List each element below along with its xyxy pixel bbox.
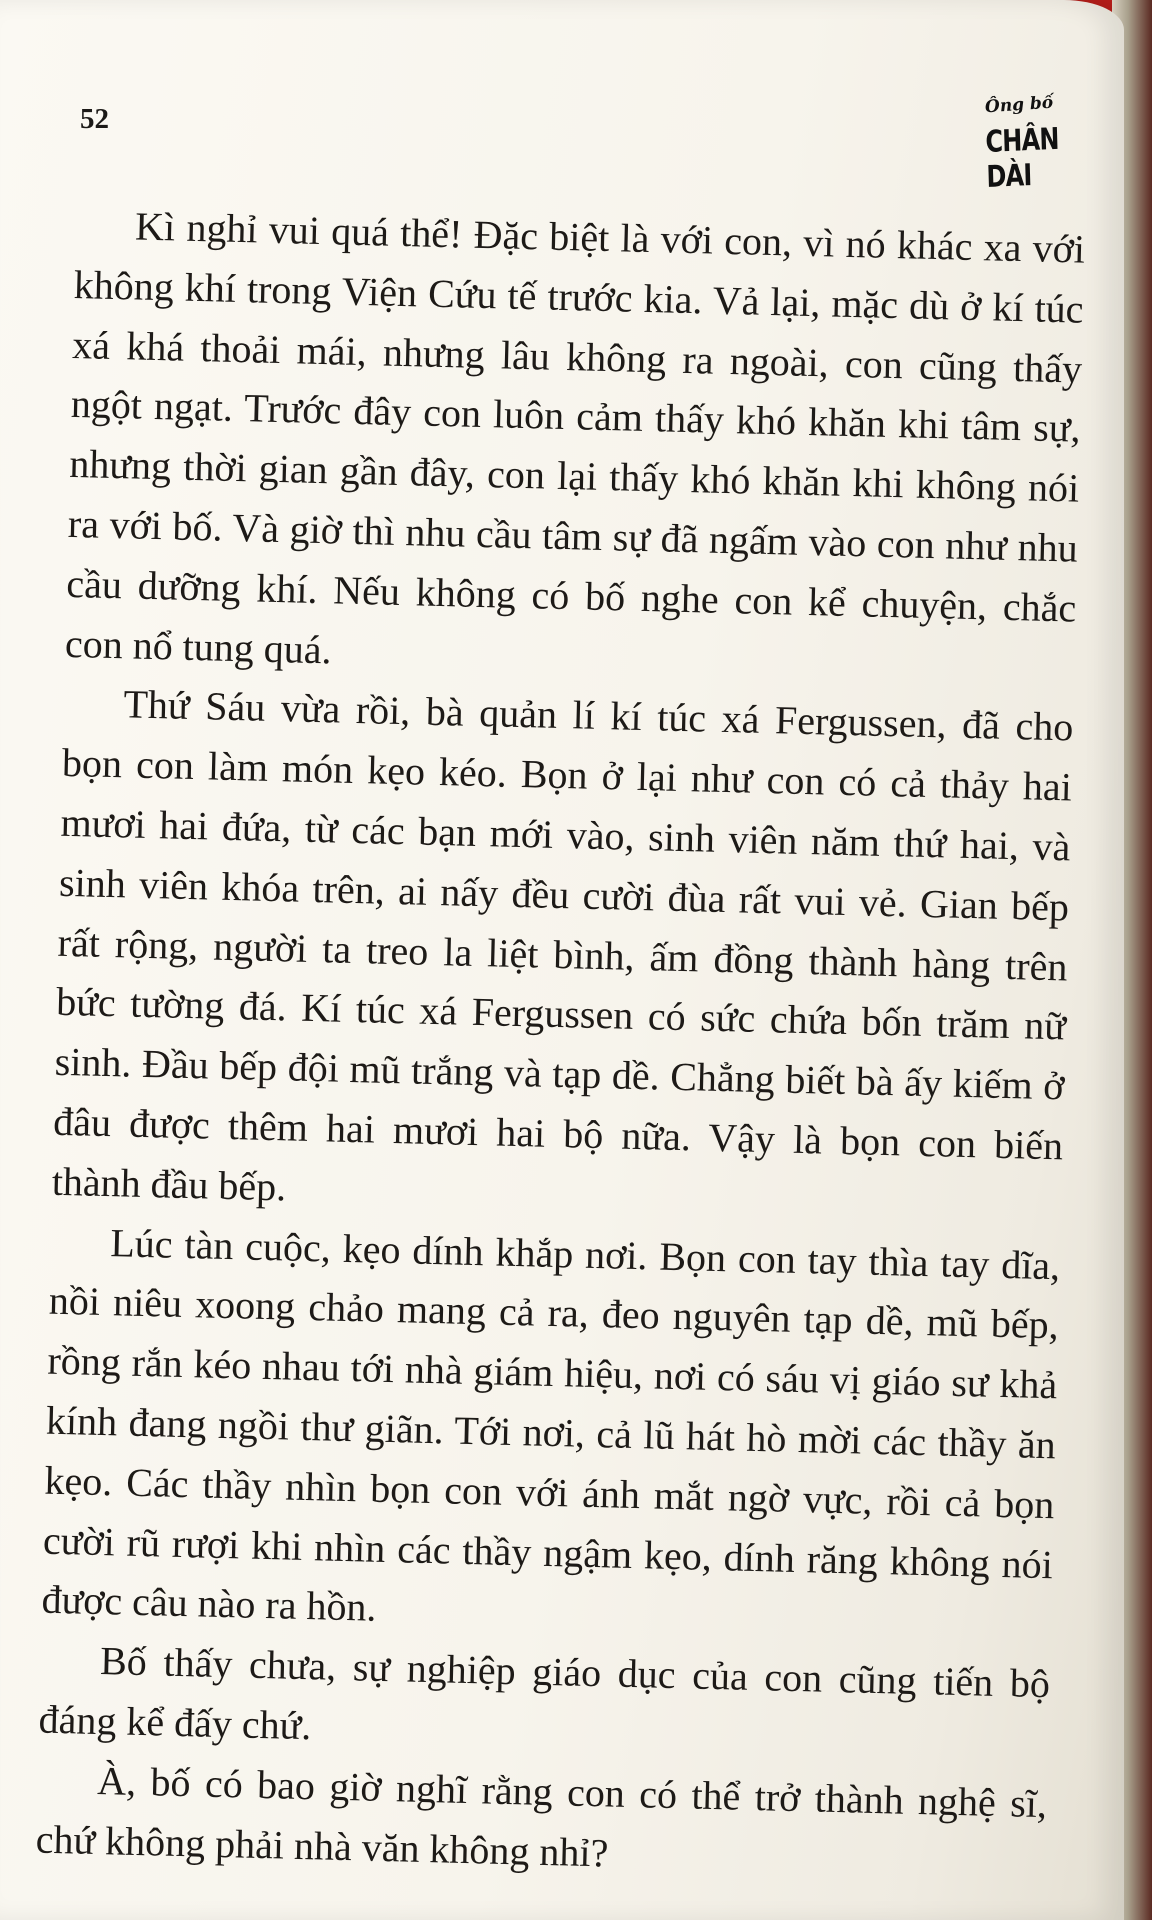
paragraph: Bố thấy chưa, sự nghiệp giáo dục của con cũng tiến bộ đáng kể đấy chứ.: [38, 1638, 1051, 1749]
page-number: 52: [80, 103, 109, 135]
paragraph: Thứ Sáu vừa rồi, bà quản lí kí túc xá Fergussen, đã cho bọn con làm món kẹo kéo. Bọn ở lại như con có cả thảy hai mươi hai đứa, từ các bạn mới vào, sinh viên năm thứ hai, và sinh viên khóa trên, ai nấy đều cười đùa rất vui vẻ. Gian bếp rất rộng, người ta treo la liệt bình, ấm đồng thành hàng trên bức tường đá. Kí túc xá Fergussen có sức chứa bốn trăm nữ sinh. Đầu bếp đội mũ trắng và tạp dề. Chẳng biết bà ấy kiếm ở đâu được thêm hai mươi hai bộ nữa. Vậy là bọn con biến thành đầu bếp.: [51, 681, 1074, 1210]
body-text: [35, 195, 1086, 1893]
paragraph: À, bố có bao giờ nghĩ rằng con có thể trở thành nghệ sĩ, chứ không phải nhà văn không nhỉ?: [35, 1757, 1048, 1876]
book-title-logo: [984, 92, 1095, 195]
paragraph: Lúc tàn cuộc, kẹo dính khắp nơi. Bọn con tay thìa tay dĩa, nồi niêu xoong chảo mang cả ra, đeo nguyên tạp dề, mũ bếp, rồng rắn kéo nhau tới nhà giám hiệu, nơi có sáu vị giáo sư khả kính đang ngồi thư giãn. Tới nơi, cả lũ hát hò mời các thầy ăn kẹo. Các thầy nhìn bọn con với ánh mắt ngờ vực, rồi cả bọn cười rũ rượi khi nhìn các thầy ngậm kẹo, dính răng không nói được câu nào ra hồn.: [41, 1219, 1061, 1631]
logo-top-text: Ông bố: [984, 92, 1054, 118]
paragraph: Kì nghỉ vui quá thể! Đặc biệt là với con, vì nó khác xa với không khí trong Viện Cứu tế trước kia. Vả lại, mặc dù ở kí túc xá khá thoải mái, nhưng lâu không ra ngoài, con cũng thấy ngột ngạt. Trước đây con luôn cảm thấy khó khăn khi tâm sự, nhưng thời gian gần đây, con lại thấy khó khăn khi không nói ra với bố. Và giờ thì nhu cầu tâm sự đã ngấm vào con như nhu cầu dưỡng khí. Nếu không có bố nghe con kể chuyện, chắc con nổ tung quá.: [64, 203, 1086, 672]
logo-main-text: CHÂN DÀI: [985, 121, 1060, 195]
